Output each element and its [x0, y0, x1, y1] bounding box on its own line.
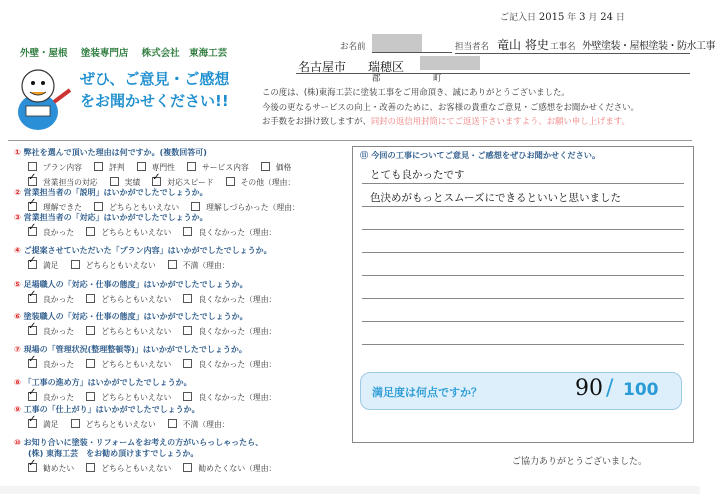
- address-underline: [296, 73, 690, 74]
- option-label: 良かった: [43, 360, 75, 369]
- option-label: 理解できた: [43, 203, 82, 212]
- date-line: [500, 10, 625, 23]
- date-day: 24: [600, 12, 613, 23]
- checkbox-checked[interactable]: [28, 419, 37, 428]
- option-label: どちらともいえない: [101, 228, 172, 237]
- option-label: 実績: [124, 178, 141, 187]
- question-title: [14, 279, 344, 290]
- option[interactable]: [261, 163, 298, 172]
- score-max: 100: [623, 380, 659, 400]
- option[interactable]: [187, 163, 255, 172]
- question-title: [14, 212, 344, 223]
- option[interactable]: [183, 360, 282, 369]
- option[interactable]: [28, 178, 104, 187]
- work-value: 外壁塗装・屋根塗装・防水工事: [582, 41, 715, 52]
- option-label: どちらともいえない: [101, 360, 172, 369]
- question-8: [14, 377, 344, 403]
- question-number: ⑩: [14, 438, 21, 447]
- company-name: 株式会社 東海工芸: [141, 48, 228, 59]
- checkbox[interactable]: [183, 227, 192, 236]
- option-label: どちらともいえない: [85, 420, 156, 429]
- option-row: [28, 463, 344, 474]
- question-number: ⑧: [14, 378, 21, 387]
- option[interactable]: [28, 360, 80, 369]
- option[interactable]: [28, 163, 88, 172]
- option-label: どちらともいえない: [101, 295, 172, 304]
- checkbox-checked[interactable]: [28, 463, 37, 472]
- question-text: 工事の「仕上がり」はいかがでしたでしょうか。: [23, 405, 200, 414]
- option-label: 勧めたい: [43, 464, 75, 473]
- option[interactable]: [152, 178, 219, 187]
- thanks-line-2: 今後の更なるサービスの向上・改善のために、お客様の貴重なご意見・ご感想をお聞かせください。: [262, 101, 639, 112]
- checkbox[interactable]: [94, 202, 103, 211]
- question-title: [14, 147, 344, 158]
- option-row: [28, 294, 344, 305]
- question-number: ①: [14, 148, 21, 157]
- question-text: 足場職人の「対応・仕事の態度」はいかがでしたでしょうか。: [23, 280, 248, 289]
- work-label: 工事名: [550, 42, 576, 52]
- checkbox[interactable]: [183, 392, 192, 401]
- checkbox[interactable]: [86, 326, 95, 335]
- checkbox[interactable]: [86, 359, 95, 368]
- option-row: [28, 392, 344, 403]
- option-label: 良くなかった（理由：: [198, 327, 277, 336]
- address-city: 名古屋市: [298, 60, 347, 74]
- option-label: 満足: [43, 261, 59, 270]
- comment-line-2: 色決めがもっとスムーズにできるといいと思いました: [370, 192, 621, 204]
- option-row: [28, 260, 344, 271]
- option-label: どちらともいえない: [101, 327, 172, 336]
- score-slash: /: [606, 376, 614, 401]
- option[interactable]: [110, 178, 147, 187]
- question-2: [14, 187, 344, 213]
- option-row: [28, 227, 344, 238]
- option[interactable]: [71, 261, 162, 270]
- option-label: 良くなかった（理由：: [198, 393, 277, 402]
- option-label: どちらともいえない: [101, 464, 172, 473]
- comment-rule-5: [362, 275, 684, 276]
- checkbox[interactable]: [183, 359, 192, 368]
- mascot-illustration: [8, 62, 76, 134]
- option[interactable]: [168, 420, 236, 429]
- comment-title-text: 今回の工事についてご意見・ご感想をぜひお聞かせください。: [371, 150, 601, 160]
- question-4: [14, 245, 344, 271]
- date-month: 3: [579, 12, 586, 23]
- question-title: [14, 245, 344, 256]
- option-label: どちらともいえない: [85, 261, 156, 270]
- option[interactable]: [28, 261, 65, 270]
- question-title: [14, 377, 344, 388]
- comment-rule-8: [362, 344, 684, 345]
- comment-rule-6: [362, 298, 684, 299]
- staff-underline: [455, 53, 690, 54]
- comment-rule-4: [362, 252, 684, 253]
- checkbox[interactable]: [168, 419, 177, 428]
- comment-rule-7: [362, 321, 684, 322]
- name-redacted: [372, 34, 422, 52]
- option[interactable]: [183, 393, 282, 402]
- comment-line-1: とても良かったです: [370, 169, 465, 181]
- checkbox[interactable]: [86, 463, 95, 472]
- question-1: [14, 147, 344, 188]
- question-7: [14, 344, 344, 370]
- option[interactable]: [28, 228, 80, 237]
- checkbox[interactable]: [110, 177, 119, 186]
- option-label: 理解しづらかった（理由：: [206, 203, 300, 212]
- checkbox[interactable]: [183, 294, 192, 303]
- option[interactable]: [183, 228, 282, 237]
- question-title: [14, 187, 344, 198]
- question-number: ⑨: [14, 405, 21, 414]
- question-number: ⑤: [14, 280, 21, 289]
- slogan-line-1: ぜひ、ご意見・ご感想: [80, 70, 230, 88]
- option[interactable]: [28, 393, 80, 402]
- genre-label: 外壁・屋根: [20, 48, 68, 59]
- slogan-line-2: をお聞かせください!!: [80, 92, 229, 110]
- thanks-line-1: この度は、(株)東海工芸に塗装工事をご用命頂き、誠にありがとうございました。: [262, 87, 570, 97]
- footer-thanks: ご協力ありがとうございました。: [512, 457, 648, 467]
- question-10: [14, 437, 344, 474]
- question-text: 塗装職人の「対応・仕事の態度」はいかがでしたでしょうか。: [23, 312, 248, 321]
- checkbox[interactable]: [71, 419, 80, 428]
- option-label: 評判: [108, 163, 125, 172]
- option[interactable]: [226, 178, 302, 187]
- option-label: 価格: [275, 163, 292, 172]
- question-number: ②: [14, 188, 21, 197]
- option-label: 不満（理由：: [182, 261, 230, 270]
- comment-title: [360, 150, 600, 161]
- option-label: 不満（理由：: [182, 420, 230, 429]
- comment-rule-2: [362, 206, 684, 207]
- scan-edge: [0, 486, 700, 494]
- checkbox-checked[interactable]: [28, 294, 37, 303]
- option-label: 専門性: [151, 163, 175, 172]
- option-label: サービス内容: [201, 163, 249, 172]
- date-label: ご記入日: [500, 13, 537, 23]
- checkbox[interactable]: [261, 162, 270, 171]
- question-text: 弊社を選んで頂いた理由は何ですか。(複数回答可): [23, 148, 207, 157]
- checkbox[interactable]: [137, 162, 146, 171]
- date-month-unit: 月: [588, 13, 598, 23]
- option-label: 良くなかった（理由：: [198, 295, 277, 304]
- staff-value: 竜山 将史: [497, 38, 549, 52]
- name-underline: [372, 52, 452, 53]
- option-label: その他（理由：: [240, 178, 296, 187]
- option-row: [28, 359, 344, 370]
- question-number: ⑦: [14, 345, 21, 354]
- option-label: 良かった: [43, 327, 75, 336]
- thanks-line-3-text: お手数をお掛け致しますが、: [262, 116, 371, 126]
- question-text-2: (株) 東海工芸 をお勧め頂けますでしょうか。: [28, 449, 199, 458]
- option[interactable]: [183, 464, 282, 473]
- option-label: 営業担当の対応: [43, 178, 98, 187]
- date-year-unit: 年: [567, 13, 577, 23]
- option[interactable]: [137, 163, 181, 172]
- checkbox[interactable]: [183, 326, 192, 335]
- option-label: 良かった: [43, 228, 75, 237]
- option[interactable]: [86, 295, 177, 304]
- gun-label: 郡: [372, 74, 381, 84]
- checkbox-checked[interactable]: [28, 260, 37, 269]
- option-row: [28, 419, 344, 430]
- option-label: プラン内容: [43, 163, 82, 172]
- option[interactable]: [86, 327, 177, 336]
- option[interactable]: [71, 420, 162, 429]
- address-redacted: [420, 56, 480, 70]
- score-label: 満足度は何点ですか？: [372, 386, 482, 399]
- option[interactable]: [183, 295, 282, 304]
- name-label: お名前: [340, 42, 366, 52]
- checkbox[interactable]: [94, 162, 103, 171]
- option[interactable]: [86, 228, 177, 237]
- option[interactable]: [28, 420, 65, 429]
- option[interactable]: [86, 393, 177, 402]
- checkbox[interactable]: [86, 294, 95, 303]
- comment-num: ⑪: [360, 150, 369, 160]
- question-9: [14, 404, 344, 430]
- checkbox-checked[interactable]: [28, 202, 37, 211]
- checkbox[interactable]: [191, 202, 200, 211]
- slogan: [80, 68, 229, 112]
- option[interactable]: [94, 203, 185, 212]
- question-text: 営業担当者の「説明」はいかがでしたでしょうか。: [23, 188, 208, 197]
- section-divider: [8, 140, 692, 141]
- date-year: 2015: [538, 12, 565, 23]
- checkbox[interactable]: [28, 162, 37, 171]
- option[interactable]: [86, 360, 177, 369]
- question-text: ご提案させていただいた「プラン内容」はいかがでしたでしょうか。: [23, 246, 272, 255]
- option-label: 良くなかった（理由：: [198, 228, 277, 237]
- option[interactable]: [28, 295, 80, 304]
- checkbox[interactable]: [187, 162, 196, 171]
- option-label: 満足: [43, 420, 59, 429]
- checkbox-checked[interactable]: [28, 359, 37, 368]
- option-label: 良かった: [43, 295, 75, 304]
- checkbox-checked[interactable]: [28, 326, 37, 335]
- question-text: お知り合いに塗装・リフォームをお考えの方がいらっしゃったら、: [23, 438, 264, 447]
- option[interactable]: [28, 464, 80, 473]
- checkbox-checked[interactable]: [28, 227, 37, 236]
- checkbox[interactable]: [168, 260, 177, 269]
- option[interactable]: [86, 464, 177, 473]
- company-header: [20, 45, 237, 59]
- question-6: [14, 311, 344, 337]
- address-ward: 瑞穂区: [368, 60, 405, 74]
- question-title: [14, 404, 344, 415]
- option-label: 対応スピード: [167, 178, 214, 187]
- staff-label: 担当者名: [455, 42, 490, 52]
- question-title: [14, 311, 344, 322]
- option-row: [28, 162, 344, 173]
- checkbox-checked[interactable]: [28, 177, 37, 186]
- question-number: ③: [14, 213, 21, 222]
- option[interactable]: [28, 203, 88, 212]
- score-value: 90: [575, 376, 603, 401]
- option-label: 良かった: [43, 393, 75, 402]
- question-number: ④: [14, 246, 21, 255]
- question-text: 現場の「管理状況(整理整頓等)」はいかがでしたでしょうか。: [23, 345, 247, 354]
- thanks-line-3: [262, 114, 690, 129]
- option[interactable]: [168, 261, 236, 270]
- option-label: どちらともいえない: [108, 203, 180, 212]
- comment-rule-3: [362, 229, 684, 230]
- option[interactable]: [191, 203, 306, 212]
- thanks-line-3-red: 同封の返信用封筒にてご返送下さいますよう、お願い申し上げます。: [370, 116, 630, 126]
- option-row: [28, 326, 344, 337]
- checkbox[interactable]: [86, 392, 95, 401]
- cho-label: 町: [433, 74, 442, 84]
- checkbox-checked[interactable]: [152, 177, 161, 186]
- question-title: [14, 437, 344, 448]
- checkbox-checked[interactable]: [28, 392, 37, 401]
- comment-rule-1: [362, 183, 684, 184]
- shop-label: 塗装専門店: [80, 48, 129, 59]
- checkbox[interactable]: [226, 177, 235, 186]
- question-title: [14, 344, 344, 355]
- checkbox[interactable]: [86, 227, 95, 236]
- question-3: [14, 212, 344, 238]
- question-number: ⑥: [14, 312, 21, 321]
- option-label: 良くなかった（理由：: [198, 360, 277, 369]
- question-text: 営業担当者の「対応」はいかがでしたでしょうか。: [23, 213, 208, 222]
- question-text: 「工事の進め方」はいかがでしたでしょうか。: [23, 378, 192, 387]
- checkbox[interactable]: [71, 260, 80, 269]
- question-5: [14, 279, 344, 305]
- option[interactable]: [183, 327, 282, 336]
- option[interactable]: [94, 163, 131, 172]
- date-day-unit: 日: [615, 13, 625, 23]
- checkbox[interactable]: [183, 463, 192, 472]
- thanks-message: [262, 85, 690, 129]
- option[interactable]: [28, 327, 80, 336]
- option-label: 勧めたくない（理由：: [198, 464, 277, 473]
- option-label: どちらともいえない: [101, 393, 172, 402]
